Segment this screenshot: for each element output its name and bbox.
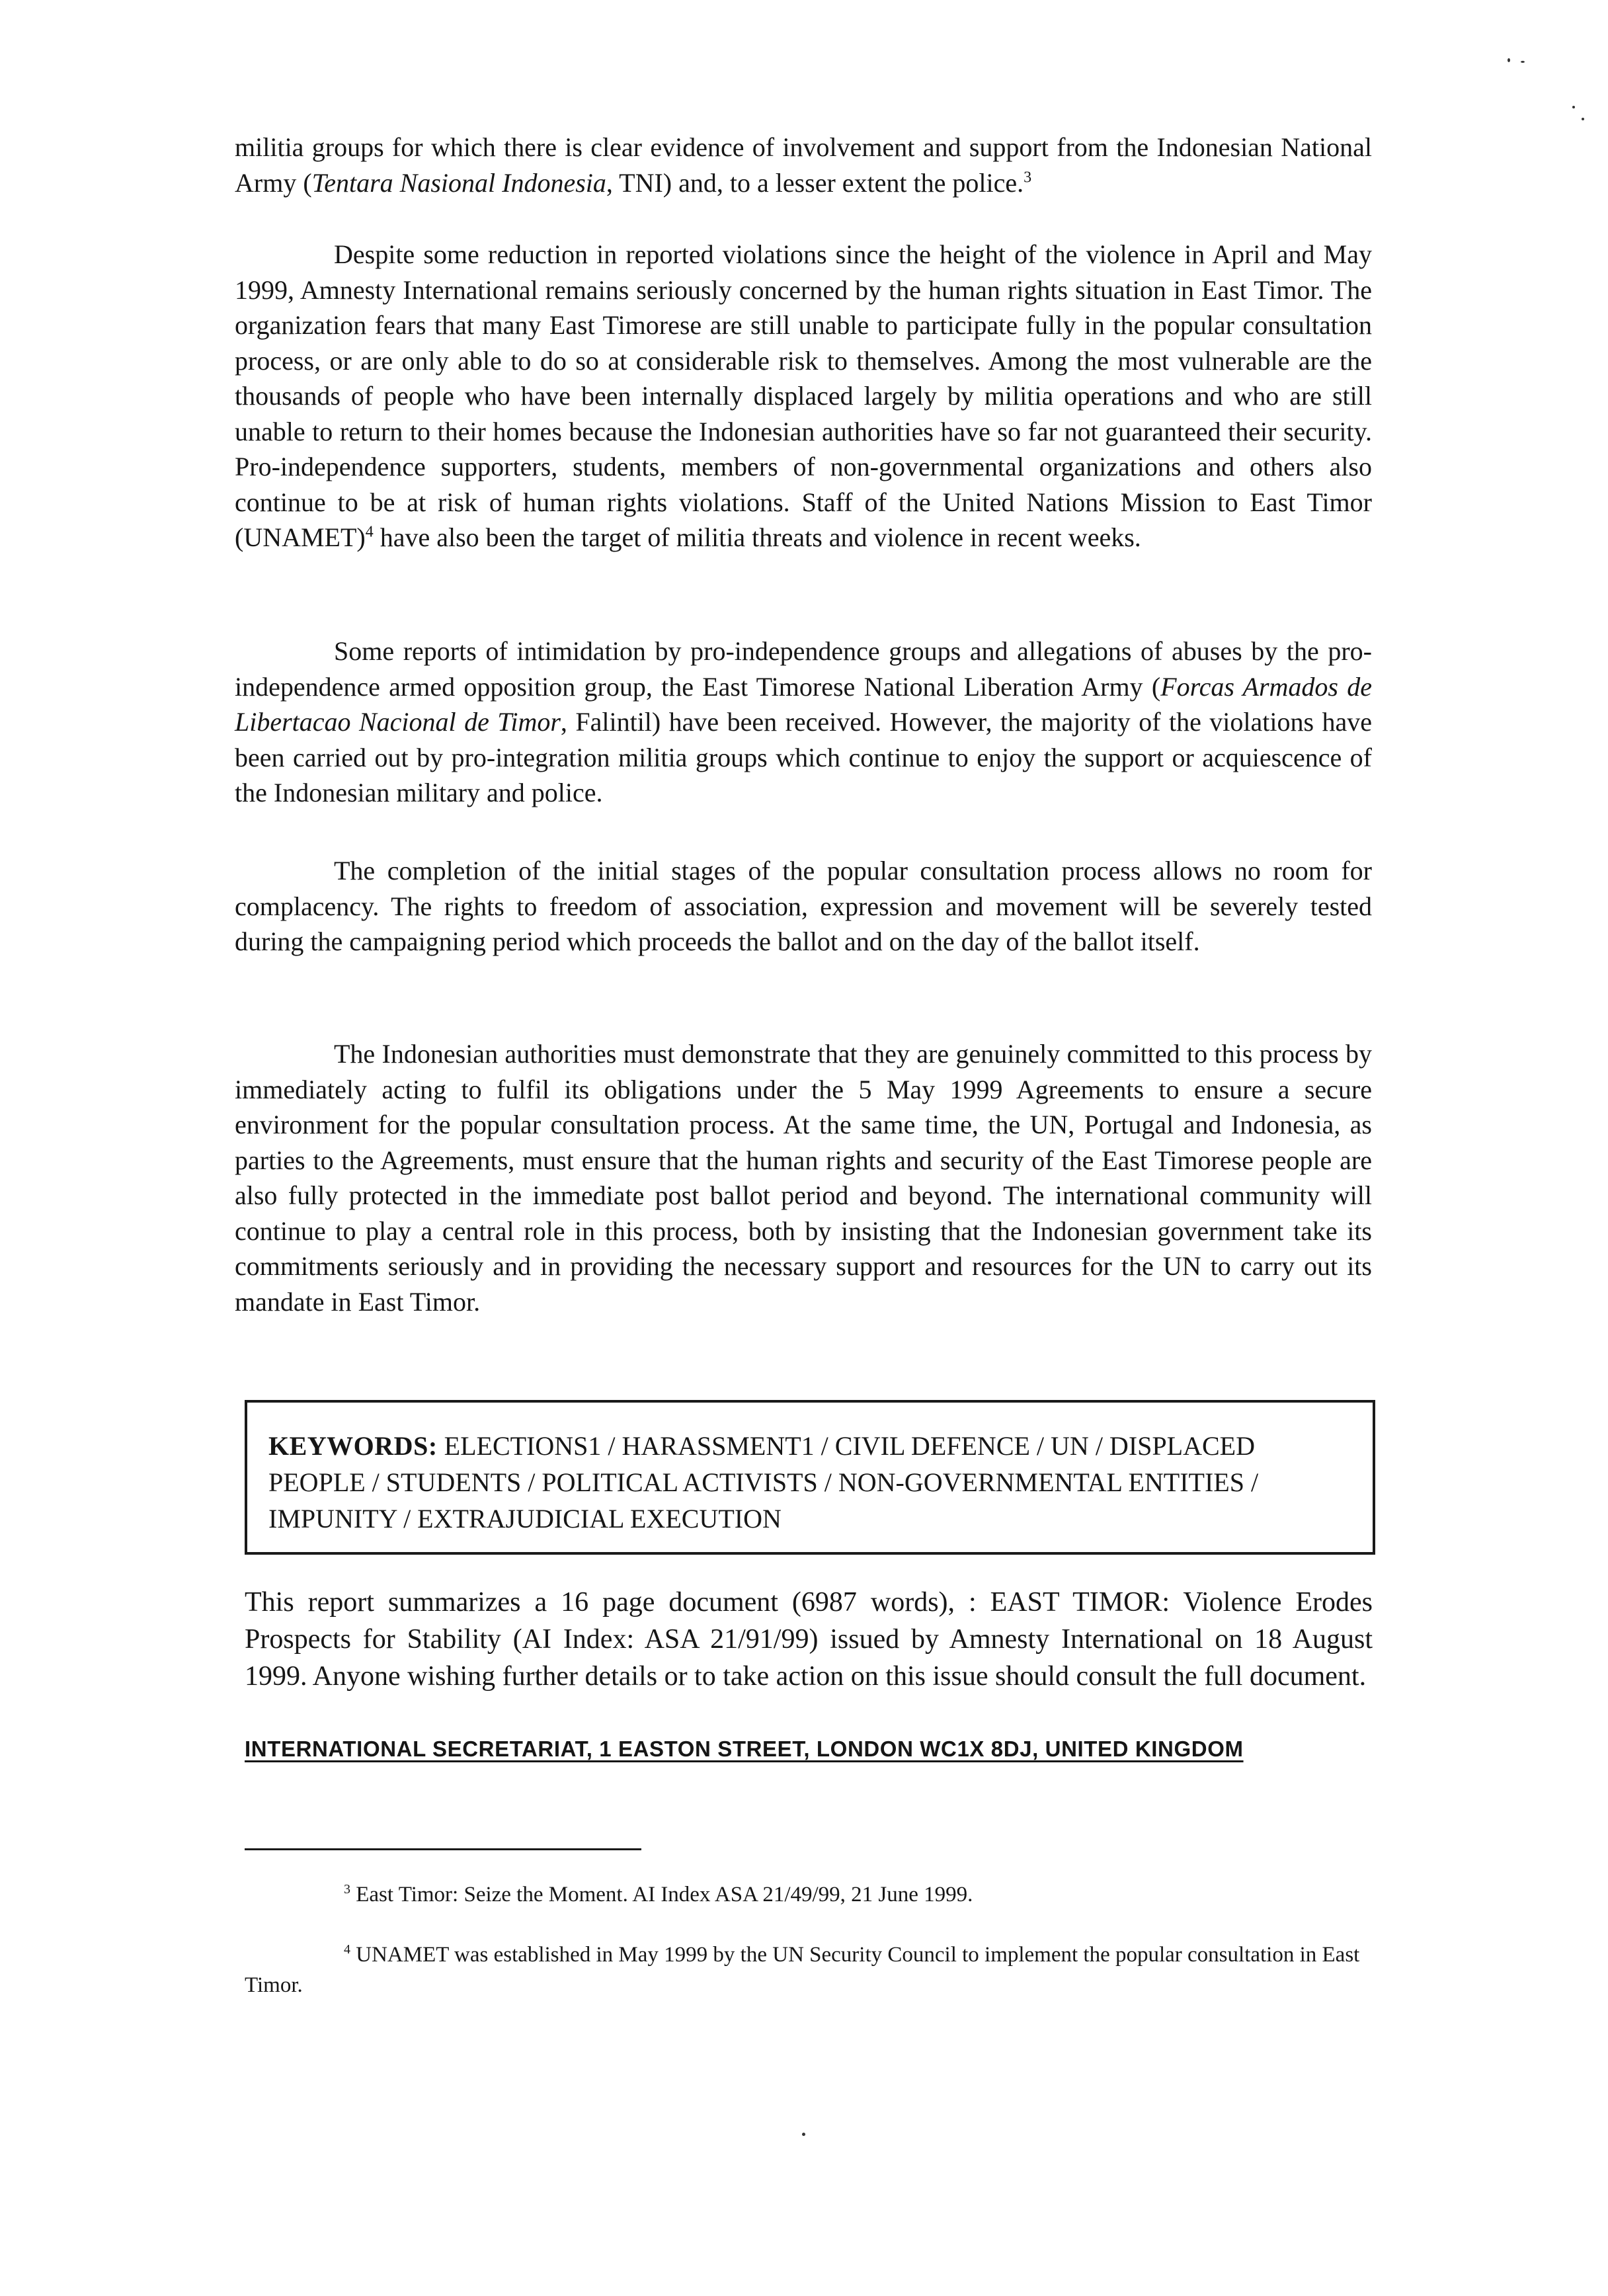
keywords-box (245, 1400, 1375, 1555)
paragraph-text: militia groups for which there is clear evidence of involvement and support from the Indonesian National Army ( (235, 132, 1372, 198)
paragraph-intimidation-reports (235, 634, 1372, 811)
italic-term-falintil: Forcas Armados de Libertacao Nacional de Timor (235, 671, 1372, 737)
keywords-list: ELECTIONS1 / HARASSMENT1 / CIVIL DEFENCE / UN / DISPLACED PEOPLE / STUDENTS / POLITICAL ACTIVISTS / NON-GOVERNMENTAL ENTITIES / IMPUNITY / EXTRAJUDICIAL EXECUTION (268, 1431, 1259, 1534)
footnote-3 (344, 1879, 1375, 1910)
paragraph-indonesian-authorities: The Indonesian authorities must demonstrate that they are genuinely committed to this process by immediately acting to fulfil its obligations under the 5 May 1999 Agreements to ensure a secure environment for the popular consultation process. At the same time, the UN, Portugal and Indonesia, as parties to the Agreements, must ensure that the human rights and security of the East Timorese people are also fully protected in the immediate post ballot period and beyond. The international community will continue to play a central role in this process, both by insisting that the Indonesian government take its commitments seriously and in providing the necessary support and resources for the UN to carry out its mandate in East Timor. (235, 1039, 1372, 1317)
scan-speck (1582, 118, 1584, 120)
paragraph-text: have also been the target of militia threats and violence in recent weeks. (373, 522, 1141, 552)
keywords-label: KEYWORDS: (268, 1431, 438, 1461)
italic-term-tni: Tentara Nasional Indonesia (311, 167, 606, 198)
secretariat-address: INTERNATIONAL SECRETARIAT, 1 EASTON STREET, LONDON WC1X 8DJ, UNITED KINGDOM (245, 1737, 1244, 1761)
footnote-4 (245, 1940, 1369, 2000)
paragraph-text: , TNI) and, to a lesser extent the police. (606, 167, 1024, 198)
footnote-text: UNAMET was established in May 1999 by the UN Security Council to implement the popular consultation in East Timor. (245, 1943, 1360, 1997)
scan-speck (1572, 106, 1575, 108)
scan-speck (1508, 58, 1510, 62)
paragraph-militia-groups (235, 130, 1372, 200)
footnote-ref-4: 4 (365, 523, 374, 541)
footnote-mark: 3 (344, 1882, 350, 1897)
report-summary: This report summarizes a 16 page document (6987 words), : EAST TIMOR: Violence Erodes Prospects for Stability (AI Index: ASA 21/91/99) issued by Amnesty International on 18 August 1999. Anyone wishing further details or to take action on this issue should consult the full document. (245, 1587, 1373, 1692)
scan-speck (802, 2133, 805, 2136)
paragraph-text: Despite some reduction in reported violations since the height of the violence in April and May 1999, Amnesty International remains seriously concerned by the human rights situation in East Timor. The organization fears that many East Timorese are still unable to participate fully in the popular consultation process, or are only able to do so at considerable risk to themselves. Among the most vulnerable are the thousands of people who have been internally displaced largely by militia operations and who are still unable to return to their homes because the Indonesian authorities have so far not guaranteed their security. Pro-independence supporters, students, members of non-governmental organizations and others also continue to be at risk of human rights violations. Staff of the United Nations Mission to East Timor (UNAMET) (235, 239, 1372, 552)
footnote-text: East Timor: Seize the Moment. AI Index ASA 21/49/99, 21 June 1999. (350, 1883, 973, 1906)
scan-speck (1521, 61, 1525, 63)
footnote-ref-3: 3 (1024, 169, 1032, 186)
paragraph-text: , Falintil) have been received. However, the majority of the violations have been carried out by pro-integration militia groups which continue to enjoy the support or acquiescence of the Indonesian military and police. (235, 707, 1372, 807)
paragraph-complacency: The completion of the initial stages of the popular consultation process allows no room for complacency. The rights to freedom of association, expression and movement will be severely tested during the campaigning period which proceeds the ballot and on the day of the ballot itself. (235, 856, 1372, 956)
footnote-separator (245, 1848, 641, 1850)
paragraph-text: Some reports of intimidation by pro-independence groups and allegations of abuses by the pro-independence armed opposition group, the East Timorese National Liberation Army ( (235, 636, 1372, 702)
paragraph-human-rights-concern (235, 237, 1372, 555)
footnote-mark: 4 (344, 1942, 350, 1957)
